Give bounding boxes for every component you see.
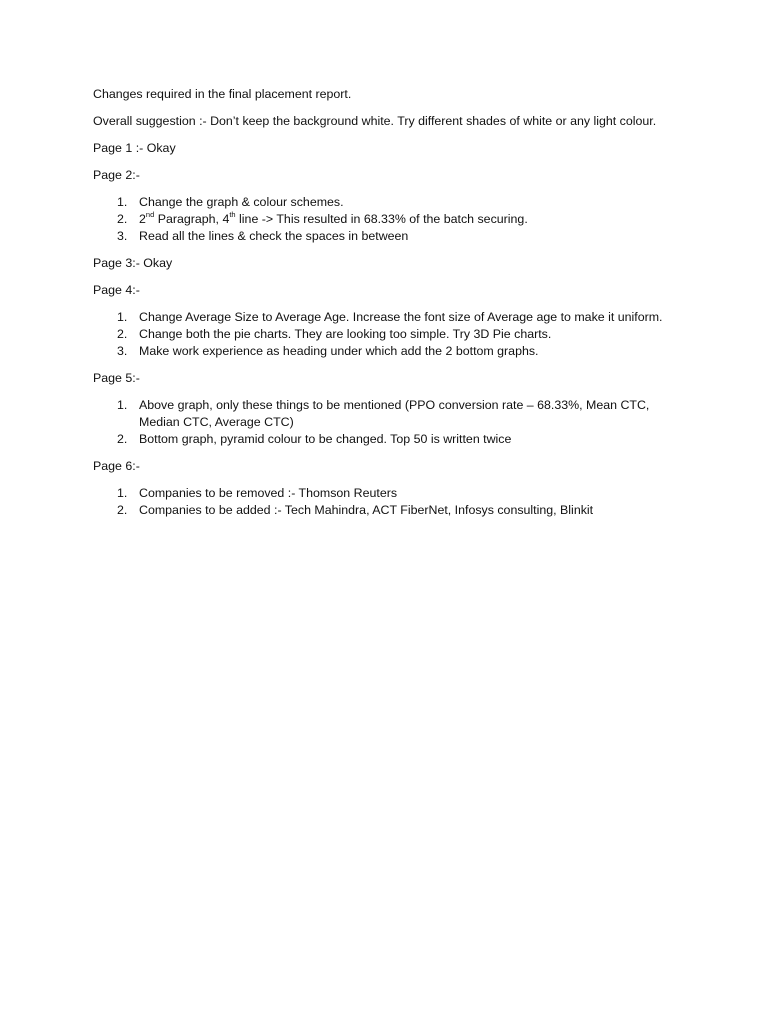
overall-suggestion: Overall suggestion :- Don’t keep the background white. Try different shades of white or any light colour. bbox=[93, 114, 657, 128]
list-item bbox=[93, 211, 678, 228]
list-item bbox=[93, 194, 678, 211]
page6-list bbox=[93, 485, 678, 519]
list-item bbox=[93, 343, 678, 360]
page1-note: Page 1 :- Okay bbox=[93, 141, 176, 155]
page6-heading: Page 6:- bbox=[93, 459, 140, 473]
list-item-text: Make work experience as heading under which add the 2 bottom graphs. bbox=[139, 344, 539, 358]
list-item bbox=[93, 485, 678, 502]
list-item bbox=[93, 309, 678, 326]
list-number: 2. bbox=[117, 432, 128, 446]
list-item-text: Companies to be removed :- Thomson Reuters bbox=[139, 486, 398, 500]
page5-list bbox=[93, 397, 678, 448]
list-item bbox=[93, 228, 678, 245]
ordinal-suffix: nd bbox=[145, 209, 155, 219]
list-item-text: Read all the lines & check the spaces in between bbox=[139, 229, 409, 243]
list-number: 1. bbox=[117, 398, 128, 412]
page4-heading: Page 4:- bbox=[93, 283, 140, 297]
list-number: 1. bbox=[117, 195, 128, 209]
text-segment: Paragraph, 4 bbox=[154, 212, 230, 226]
list-number: 1. bbox=[117, 310, 128, 324]
list-item-text: Bottom graph, pyramid colour to be changed. Top 50 is written twice bbox=[139, 432, 512, 446]
list-item-text bbox=[139, 209, 528, 226]
text-segment: line -> This resulted in 68.33% of the batch securing. bbox=[235, 212, 528, 226]
list-item bbox=[93, 502, 678, 519]
list-item bbox=[93, 326, 678, 343]
ordinal-number: 2 bbox=[139, 212, 146, 226]
document-title: Changes required in the final placement report. bbox=[93, 87, 352, 101]
page3-note: Page 3:- Okay bbox=[93, 256, 173, 270]
list-item-text: Above graph, only these things to be mentioned (PPO conversion rate – 68.33%, Mean CTC, Median CTC, Average CTC) bbox=[139, 398, 650, 429]
list-item-text: Change Average Size to Average Age. Increase the font size of Average age to make it uniform. bbox=[139, 310, 663, 324]
list-item-text: Change the graph & colour schemes. bbox=[139, 195, 344, 209]
list-number: 2. bbox=[117, 212, 128, 226]
page5-heading: Page 5:- bbox=[93, 371, 140, 385]
document-body bbox=[93, 86, 678, 529]
list-item-text: Change both the pie charts. They are looking too simple. Try 3D Pie charts. bbox=[139, 327, 552, 341]
list-number: 2. bbox=[117, 327, 128, 341]
list-number: 1. bbox=[117, 486, 128, 500]
list-item bbox=[93, 397, 678, 431]
list-number: 3. bbox=[117, 229, 128, 243]
list-number: 3. bbox=[117, 344, 128, 358]
list-item bbox=[93, 431, 678, 448]
list-number: 2. bbox=[117, 503, 128, 517]
page2-list bbox=[93, 194, 678, 245]
page4-list bbox=[93, 309, 678, 360]
ordinal-suffix: th bbox=[229, 209, 236, 219]
page2-heading: Page 2:- bbox=[93, 168, 140, 182]
list-item-text: Companies to be added :- Tech Mahindra, ACT FiberNet, Infosys consulting, Blinkit bbox=[139, 503, 594, 517]
